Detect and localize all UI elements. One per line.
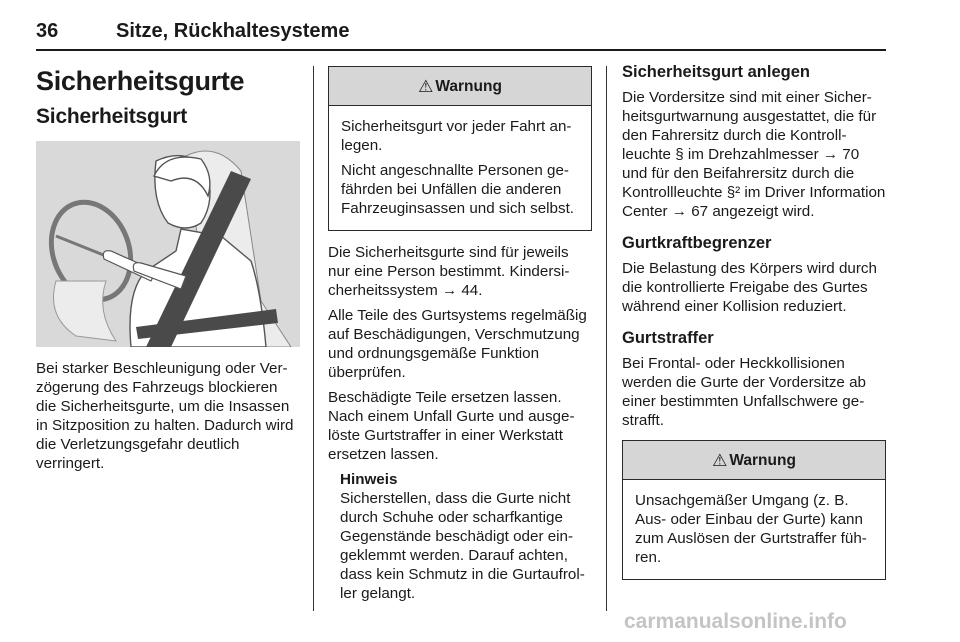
note-text: Sicherstellen, dass die Gurte nicht durch Schuhe oder scharfkantige Gegenstände beschädigt oder eingeklemmt werden. Darauf achten, dass kein Schmutz in die Gurtaufroller gelangt. bbox=[340, 490, 585, 602]
header-rule bbox=[36, 49, 886, 51]
note-title: Hinweis bbox=[340, 471, 398, 488]
column-1 bbox=[36, 62, 300, 479]
heading-anlegen: Sicherheitsgurt anlegen bbox=[622, 63, 810, 81]
page-number: 36 bbox=[36, 20, 59, 42]
warning-text-1: Sicherheitsgurt vor jeder Fahrt anlegen. bbox=[341, 118, 572, 154]
running-header-title: Sitze, Rückhaltesysteme bbox=[116, 20, 350, 42]
warning-triangle-icon: ⚠ bbox=[712, 450, 728, 470]
warning-text-3: Unsachgemäßer Umgang (z. B. Aus- oder Einbau der Gurte) kann zum Auslösen der Gurtstraffer führen. bbox=[635, 492, 867, 566]
paragraph-anlegen: Die Vordersitze sind mit einer Sicherheitsgurtwarnung ausgestattet, die für den Fahrersitz durch die Kontrollleuchte § im Drehzahlmesser → 70 und für den Beifahrersitz durch die Kontrollleuchte §² im Driver Information Center → 67 angezeigt wird. bbox=[622, 89, 886, 220]
column-3 bbox=[622, 62, 886, 592]
warning-body-2 bbox=[623, 480, 885, 579]
watermark: carmanualsonline.info bbox=[624, 610, 847, 633]
warning-body bbox=[329, 106, 591, 230]
warning-triangle-icon: ⚠ bbox=[418, 76, 434, 96]
heading-gurtkraftbegrenzer: Gurtkraftbegrenzer bbox=[622, 234, 772, 252]
intro-paragraph: Bei starker Beschleunigung oder Verzögerung des Fahrzeugs blockieren die Sicherheitsgurte, um die Insassen in Sitzposition zu halten. Dadurch wird die Verletzungsgefahr deutlich verringert. bbox=[36, 360, 294, 472]
paragraph-2: Alle Teile des Gurtsystems regelmäßig auf Beschädigungen, Verschmutzung und ordnungsgemäße Funktion überprüfen. bbox=[328, 307, 587, 381]
subsection-title: Sicherheitsgurt bbox=[36, 105, 188, 128]
paragraph-3: Beschädigte Teile ersetzen lassen. Nach einem Unfall Gurte und ausgelöste Gurtstraffer in einer Werkstatt ersetzen lassen. bbox=[328, 389, 575, 463]
paragraph-gurtstraffer: Bei Frontal- oder Heckkollisionen werden die Gurte der Vordersitze ab einer bestimmten Unfallschwere gestrafft. bbox=[622, 355, 866, 429]
warning-box bbox=[328, 66, 592, 231]
driver-seatbelt-illustration bbox=[36, 141, 300, 347]
warning-box-2 bbox=[622, 440, 886, 580]
warning-title-2: Warnung bbox=[729, 451, 796, 469]
column-2 bbox=[328, 62, 592, 609]
column-divider-2 bbox=[606, 66, 607, 611]
paragraph-gurtkraftbegrenzer: Die Belastung des Körpers wird durch die kontrollierte Freigabe des Gurtes während einer Kollision reduziert. bbox=[622, 260, 877, 315]
paragraph-1: Die Sicherheitsgurte sind für jeweils nur eine Person bestimmt. Kindersicherheitssystem → 44. bbox=[328, 244, 570, 299]
warning-text-2: Nicht angeschnallte Personen gefährden bei Unfällen die anderen Fahrzeuginsassen und sich selbst. bbox=[341, 162, 575, 217]
note-block bbox=[328, 470, 592, 603]
warning-title: Warnung bbox=[435, 77, 502, 95]
section-title: Sicherheitsgurte bbox=[36, 66, 245, 96]
warning-header bbox=[329, 67, 591, 106]
heading-gurtstraffer: Gurtstraffer bbox=[622, 329, 714, 347]
column-divider-1 bbox=[313, 66, 314, 611]
seatbelt-illustration bbox=[36, 141, 300, 347]
warning-header-2 bbox=[623, 441, 885, 480]
